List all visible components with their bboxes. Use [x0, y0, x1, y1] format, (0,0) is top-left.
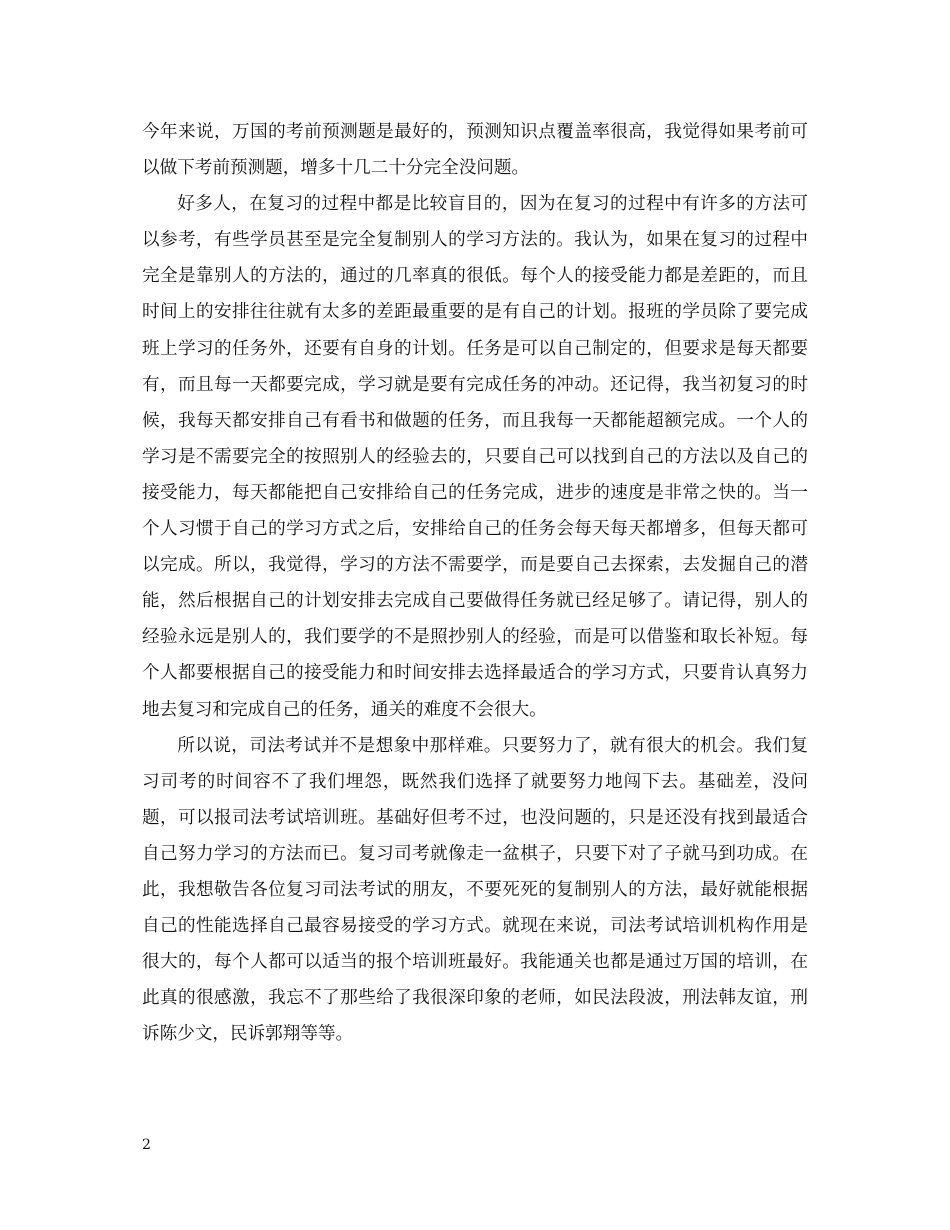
- paragraph-1: 今年来说，万国的考前预测题是最好的，预测知识点覆盖率很高，我觉得如果考前可以做下考前预测题，增多十几二十分完全没问题。: [142, 122, 808, 179]
- document-body: [142, 114, 808, 1052]
- paragraph-2: 好多人，在复习的过程中都是比较盲目的，因为在复习的过程中有许多的方法可以参考，有些学员甚至是完全复制别人的学习方法的。我认为，如果在复习的过程中完全是靠别人的方法的，通过的几率真的很低。每个人的接受能力都是差距的，而且时间上的安排往往就有太多的差距最重要的是有自己的计划。报班的学员除了要完成班上学习的任务外，还要有自身的计划。任务是可以自己制定的，但要求是每天都要有，而且每一天都要完成，学习就是要有完成任务的冲动。还记得，我当初复习的时候，我每天都安排自己有看书和做题的任务，而且我每一天都能超额完成。一个人的学习是不需要完全的按照别人的经验去的，只要自己可以找到自己的方法以及自己的接受能力，每天都能把自己安排给自己的任务完成，进步的速度是非常之快的。当一个人习惯于自己的学习方式之后，安排给自己的任务会每天每天都增多，但每天都可以完成。所以，我觉得，学习的方法不需要学，而是要自己去探索，去发掘自己的潜能，然后根据自己的计划安排去完成自己要做得任务就已经足够了。请记得，别人的经验永远是别人的，我们要学的不是照抄别人的经验，而是可以借鉴和取长补短。每个人都要根据自己的接受能力和时间安排去选择最适合的学习方式，只要肯认真努力地去复习和完成自己的任务，通关的难度不会很大。: [142, 194, 808, 720]
- page-number: 2: [142, 1137, 151, 1153]
- paragraph-3: 所以说，司法考试并不是想象中那样难。只要努力了，就有很大的机会。我们复习司考的时间容不了我们埋怨，既然我们选择了就要努力地闯下去。基础差，没问题，可以报司法考试培训班。基础好但考不过，也没问题的，只是还没有找到最适合自己努力学习的方法而已。复习司考就像走一盆棋子，只要下对了子就马到功成。在此，我想敬告各位复习司法考试的朋友，不要死死的复制别人的方法，最好就能根据自己的性能选择自己最容易接受的学习方式。就现在来说，司法考试培训机构作用是很大的，每个人都可以适当的报个培训班最好。我能通关也都是通过万国的培训，在此真的很感激，我忘不了那些给了我很深印象的老师，如民法段波，刑法韩友谊，刑诉陈少文，民诉郭翔等等。: [142, 735, 808, 1045]
